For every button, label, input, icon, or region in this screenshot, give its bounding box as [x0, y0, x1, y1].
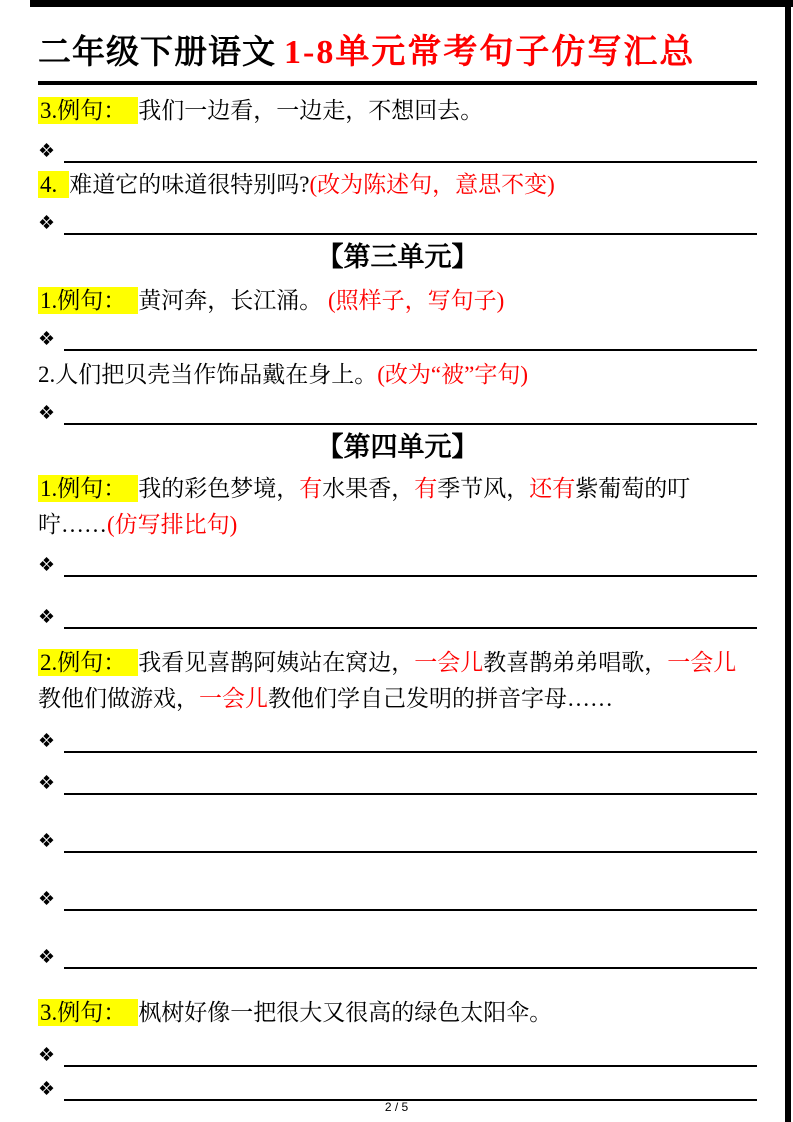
- page-title-red: 1-8单元常考句子仿写汇总: [284, 34, 696, 71]
- page-number: 2 / 5: [384, 1100, 409, 1114]
- answer-line: [38, 599, 757, 629]
- diamond-bullet-icon: ❖: [38, 831, 56, 852]
- question-note: (照样子，写句子): [328, 288, 505, 313]
- answer-underline: [64, 939, 757, 969]
- question-label: 1.例句：: [38, 287, 138, 314]
- answer-underline: [64, 881, 757, 911]
- answer-line: [38, 205, 757, 235]
- answer-line: [38, 321, 757, 351]
- answer-underline: [64, 1037, 757, 1067]
- page-border-top: [30, 0, 793, 7]
- question-note: (仿写排比句): [107, 512, 238, 537]
- question-text: 枫树好像一把很大又很高的绿色太阳伞。: [138, 1000, 553, 1025]
- question-text: 我的彩色梦境，: [138, 476, 300, 501]
- answer-underline: [64, 1071, 757, 1101]
- answer-underline: [64, 723, 757, 753]
- section-header-unit4: 【第四单元】: [316, 432, 479, 462]
- diamond-bullet-icon: ❖: [38, 403, 56, 424]
- answer-underline: [64, 395, 757, 425]
- diamond-bullet-icon: ❖: [38, 607, 56, 628]
- question-text-red: 一会儿: [667, 650, 737, 675]
- question-text: 我看见喜鹊阿姨站在窝边，: [138, 650, 415, 675]
- diamond-bullet-icon: ❖: [38, 141, 56, 162]
- question-note: (改为“被”字句): [377, 362, 528, 387]
- question-u2-3: [38, 93, 757, 129]
- answer-underline: [64, 321, 757, 351]
- question-text: 黄河奔，长江涌。: [138, 288, 323, 313]
- section-header-unit3: 【第三单元】: [316, 242, 479, 272]
- answer-underline: [64, 823, 757, 853]
- question-text-red: 有: [414, 476, 438, 501]
- answer-underline: [64, 205, 757, 235]
- answer-underline: [64, 599, 757, 629]
- question-u2-4: [38, 167, 757, 203]
- question-text: 难道它的味道很特别吗?: [69, 172, 310, 197]
- question-text-red: 一会儿: [414, 650, 484, 675]
- question-u3-2: [38, 357, 757, 393]
- question-text: 教他们学自己发明的拼音字母……: [268, 686, 613, 711]
- diamond-bullet-icon: ❖: [38, 947, 56, 968]
- answer-underline: [64, 547, 757, 577]
- question-text-red: 有: [299, 476, 323, 501]
- question-u4-1: [38, 471, 757, 543]
- question-u4-2: [38, 645, 757, 717]
- question-label: 3.例句：: [38, 97, 138, 124]
- answer-line: [38, 823, 757, 853]
- diamond-bullet-icon: ❖: [38, 1079, 56, 1100]
- answer-line: [38, 881, 757, 911]
- question-text: 教喜鹊弟弟唱歌，: [483, 650, 668, 675]
- question-label: 1.例句：: [38, 475, 138, 502]
- question-text: 水果香，: [322, 476, 415, 501]
- answer-line: [38, 547, 757, 577]
- diamond-bullet-icon: ❖: [38, 889, 56, 910]
- answer-line: [38, 765, 757, 795]
- answer-line: [38, 1071, 757, 1101]
- question-text: 我们一边看，一边走，不想回去。: [138, 98, 484, 123]
- question-text: 季节风，: [437, 476, 530, 501]
- question-text-red: 一会儿: [199, 686, 268, 711]
- answer-line: [38, 1037, 757, 1067]
- diamond-bullet-icon: ❖: [38, 329, 56, 350]
- page-title-black: 二年级下册语文: [38, 35, 276, 71]
- answer-line: [38, 723, 757, 753]
- diamond-bullet-icon: ❖: [38, 731, 56, 752]
- answer-line: [38, 395, 757, 425]
- page-border-right: [785, 0, 791, 1122]
- answer-underline: [64, 765, 757, 795]
- page-title: [38, 24, 757, 85]
- diamond-bullet-icon: ❖: [38, 1045, 56, 1066]
- question-text-red: 还有: [529, 476, 576, 501]
- question-text: 教他们做游戏，: [38, 686, 199, 711]
- question-text: 紫葡萄的叮咛……: [38, 476, 691, 537]
- answer-line: [38, 133, 757, 163]
- question-text: 2.人们把贝壳当作饰品戴在身上。: [38, 362, 378, 387]
- question-label: 4.: [38, 171, 69, 198]
- question-u3-1: [38, 283, 757, 319]
- answer-underline: [64, 133, 757, 163]
- diamond-bullet-icon: ❖: [38, 555, 56, 576]
- question-label: 2.例句：: [38, 649, 138, 676]
- question-label: 3.例句：: [38, 999, 138, 1026]
- diamond-bullet-icon: ❖: [38, 773, 56, 794]
- diamond-bullet-icon: ❖: [38, 213, 56, 234]
- answer-line: [38, 939, 757, 969]
- question-u4-3: [38, 995, 757, 1031]
- question-note: (改为陈述句，意思不变): [309, 172, 555, 197]
